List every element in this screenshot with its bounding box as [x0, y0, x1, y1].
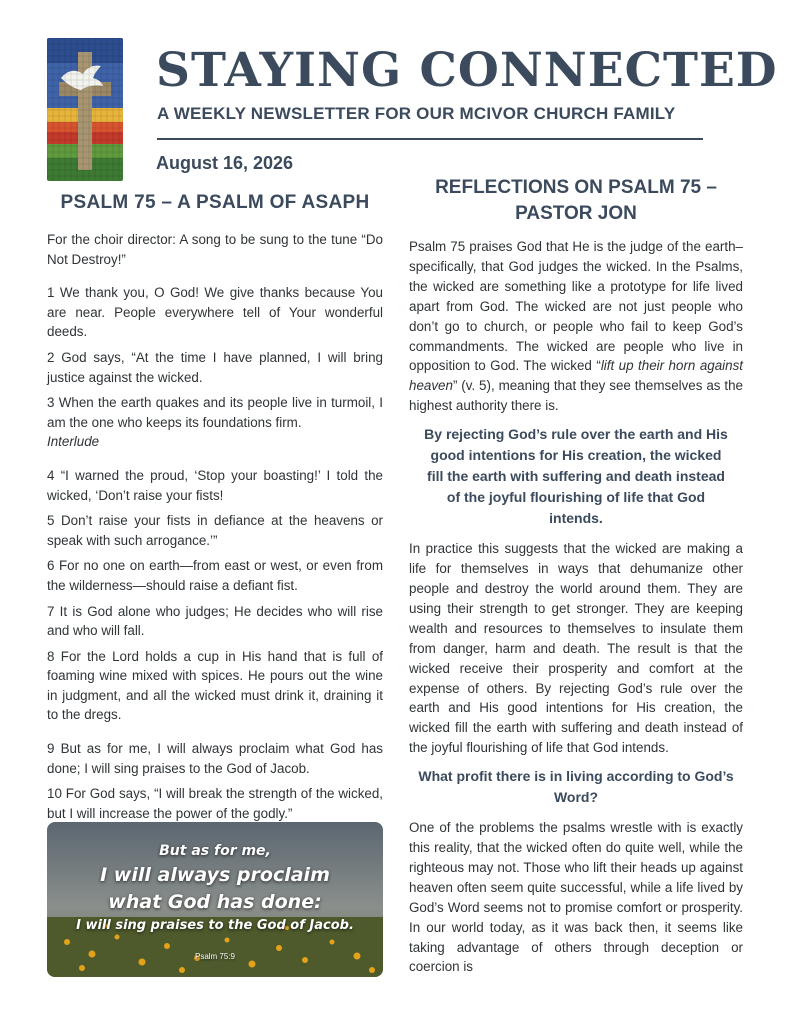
- reflection-paragraph-2: In practice this suggests that the wicked are making a life for themselves in ways that dehumanize other people and destroy the world around them. They are using their strength to get stronger. They are keeping wealth and resources to themselves to insulate them from danger, harm and death. The result is that the wicked receive their prosperity and comfort at the expense of others. By rejecting God’s rule over the earth and His good intentions for His creation, the wicked fill the earth with suffering and death instead of the joyful flourishing of life that God intends.: [409, 541, 743, 756]
- psalm-verse-6: 6 For no one on earth—from east or west, or even from the wilderness—should raise a defiant fist.: [47, 558, 383, 593]
- psalm-verse-9: 9 But as for me, I will always proclaim what God has done; I will sing praises to the God of Jacob.: [47, 741, 383, 776]
- verse-line-4: I will sing praises to the God of Jacob.: [76, 918, 354, 933]
- reflection-paragraph-3: One of the problems the psalms wrestle with is exactly this reality, that the wicked often do quite well, while the righteous may not. Those who lift their heads up against heaven often seem quite successful, while a life lived by God’s Word seems not to promise comfort or prosperity. In our world today, as it was back then, it seems like taking advantage of others through deception or coercion is: [409, 820, 743, 975]
- reflection-text: [409, 237, 743, 985]
- psalm-intro: For the choir director: A song to be sung to the tune “Do Not Destroy!”: [47, 232, 383, 267]
- scripture-quote: lift up their horn against heaven: [409, 358, 743, 394]
- psalm-verse-3: 3 When the earth quakes and its people live in turmoil, I am the one who keeps its foundations firm. Interlude: [47, 395, 383, 450]
- stained-glass-cross-dove-icon: [47, 38, 123, 181]
- psalm-verse-2: 2 God says, “At the time I have planned, I will bring justice against the wicked.: [47, 349, 383, 385]
- psalm-verse-7: 7 It is God alone who judges; He decides who will rise and who will fall.: [47, 603, 383, 639]
- reflection-subheading: What profit there is in living according to God’s Word?: [418, 768, 734, 806]
- verse-overlay-text: [47, 840, 383, 936]
- psalm-verse-5: 5 Don’t raise your fists in defiance at the heavens or speak with such arrogance.’”: [47, 513, 383, 548]
- psalm-verse-10: 10 For God says, “I will break the strength of the wicked, but I will increase the power of the godly.”: [47, 786, 383, 821]
- newsletter-subtitle: A WEEKLY NEWSLETTER FOR OUR MCIVOR CHURCH FAMILY: [157, 104, 676, 123]
- verse-image: [47, 822, 383, 977]
- newsletter-title: STAYING CONNECTED: [156, 43, 778, 98]
- verse-reference: Psalm 75:9: [194, 952, 236, 961]
- reflection-paragraph-1: Psalm 75 praises God that He is the judge of the earth–specifically, that God judges the wicked. In the Psalms, the wicked are something like a prototype for life lived apart from God. The wicked are not just people who don’t go to church, or people who fail to keep God’s commandments. The wicked are people who live in opposition to God. The wicked “lift up their horn against heaven” (v. 5), meaning that they see themselves as the highest authority there is.: [409, 239, 743, 414]
- psalm-verse-1: 1 We thank you, O God! We give thanks because You are near. People everywhere tell of Your wonderful deeds.: [47, 285, 383, 340]
- pull-quote: By rejecting God’s rule over the earth and His good intentions for His creation, the wicked fill the earth with suffering and death instead of the joyful flourishing of life that God intends.: [424, 426, 728, 527]
- psalm-verse-8: 8 For the Lord holds a cup in His hand that is full of foaming wine mixed with spices. He pours out the wine in judgment, and all the wicked must drink it, draining it to the dregs.: [47, 648, 383, 723]
- issue-date: August 16, 2026: [156, 153, 294, 173]
- header-divider: [157, 138, 703, 140]
- psalm-heading: PSALM 75 – A PSALM OF ASAPH: [60, 192, 370, 213]
- verse-line-1: But as for me,: [159, 843, 271, 859]
- interlude-label: Interlude: [47, 434, 100, 450]
- logo-stained-glass-cross: [47, 38, 123, 181]
- psalm-text: [47, 230, 383, 829]
- reflection-heading: REFLECTIONS ON PSALM 75 – PASTOR JON: [435, 177, 717, 224]
- verse-line-2: I will always proclaim: [100, 864, 330, 886]
- psalm-verse-4: 4 “I warned the proud, ‘Stop your boasting!’ I told the wicked, ‘Don’t raise your fists!: [47, 467, 383, 503]
- verse-line-3: what God has done:: [108, 891, 322, 913]
